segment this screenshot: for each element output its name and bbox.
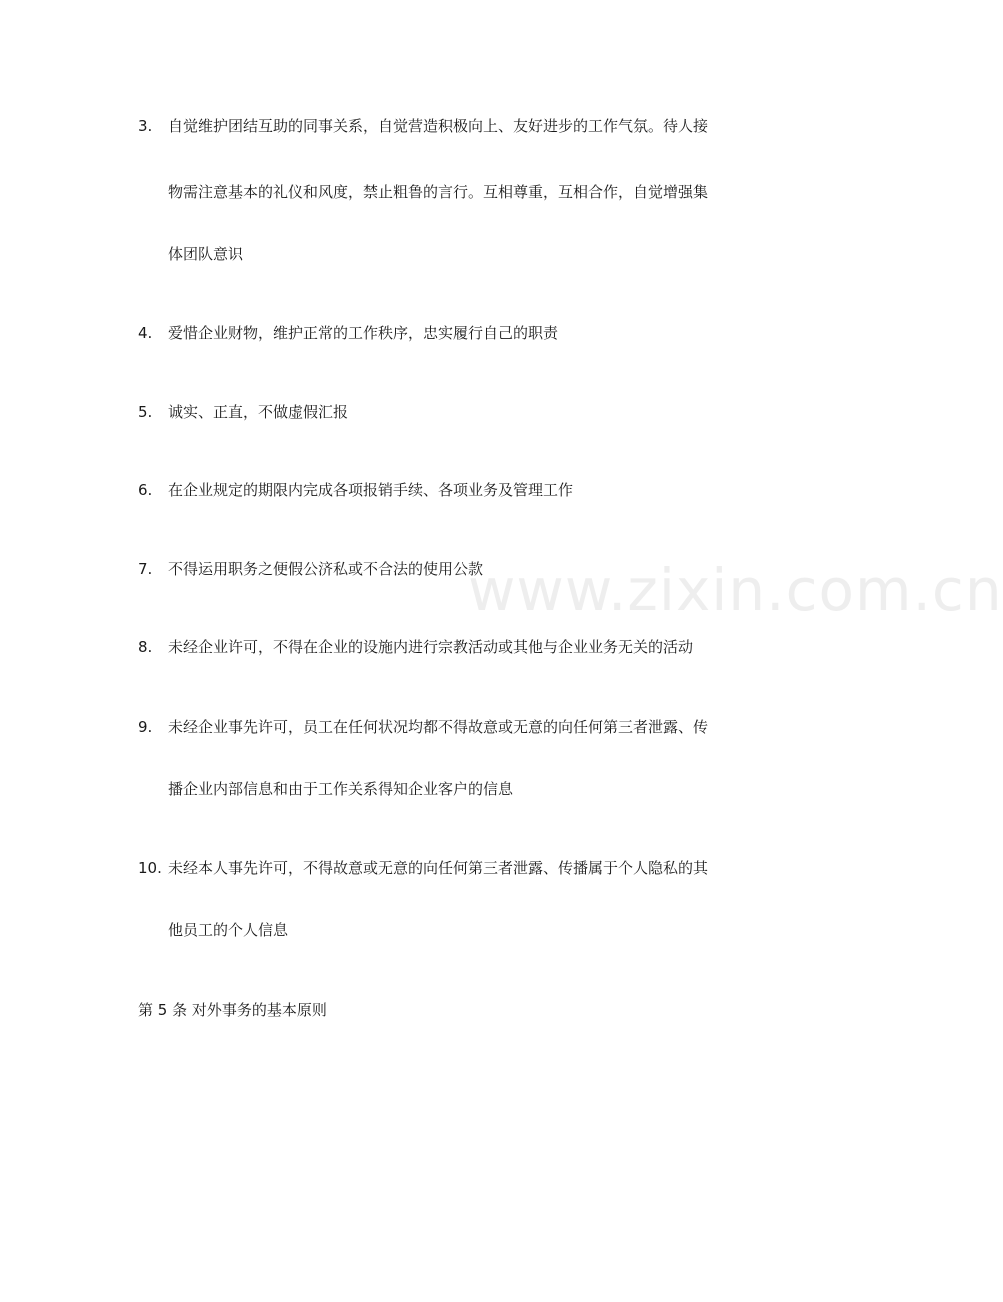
item-text-line-1: 在企业规定的期限内完成各项报销手续、各项业务及管理工作 xyxy=(168,481,574,499)
item-number: 5. xyxy=(138,403,153,421)
item-text-line-1: 未经企业事先许可，员工在任何状况均都不得故意或无意的向任何第三者泄露、传 xyxy=(168,718,709,736)
item-text-line-2: 播企业内部信息和由于工作关系得知企业客户的信息 xyxy=(168,780,514,798)
item-number: 8. xyxy=(138,638,153,656)
watermark: www.zixin.com.cn xyxy=(468,556,1003,624)
item-text-line-1: 未经本人事先许可，不得故意或无意的向任何第三者泄露、传播属于个人隐私的其 xyxy=(168,859,709,877)
item-text-line-1: 自觉维护团结互助的同事关系，自觉营造积极向上、友好进步的工作气氛。待人接 xyxy=(168,117,709,135)
item-number: 6. xyxy=(138,481,153,499)
item-text-line-2: 物需注意基本的礼仪和风度，禁止粗鲁的言行。互相尊重，互相合作，自觉增强集 xyxy=(168,183,709,201)
item-number: 3. xyxy=(138,117,153,135)
item-number: 7. xyxy=(138,560,153,578)
item-number: 9. xyxy=(138,718,153,736)
section-heading: 第 5 条 对外事务的基本原则 xyxy=(138,1001,327,1019)
item-text-line-1: 爱惜企业财物，维护正常的工作秩序，忠实履行自己的职责 xyxy=(168,324,559,342)
item-text-line-1: 不得运用职务之便假公济私或不合法的使用公款 xyxy=(168,560,484,578)
item-number: 4. xyxy=(138,324,153,342)
item-number: 10. xyxy=(138,859,162,877)
item-text-line-1: 诚实、正直，不做虚假汇报 xyxy=(168,403,349,421)
item-text-line-3: 体团队意识 xyxy=(168,245,244,263)
item-text-line-2: 他员工的个人信息 xyxy=(168,921,289,939)
item-text-line-1: 未经企业许可，不得在企业的设施内进行宗教活动或其他与企业业务无关的活动 xyxy=(168,638,694,656)
